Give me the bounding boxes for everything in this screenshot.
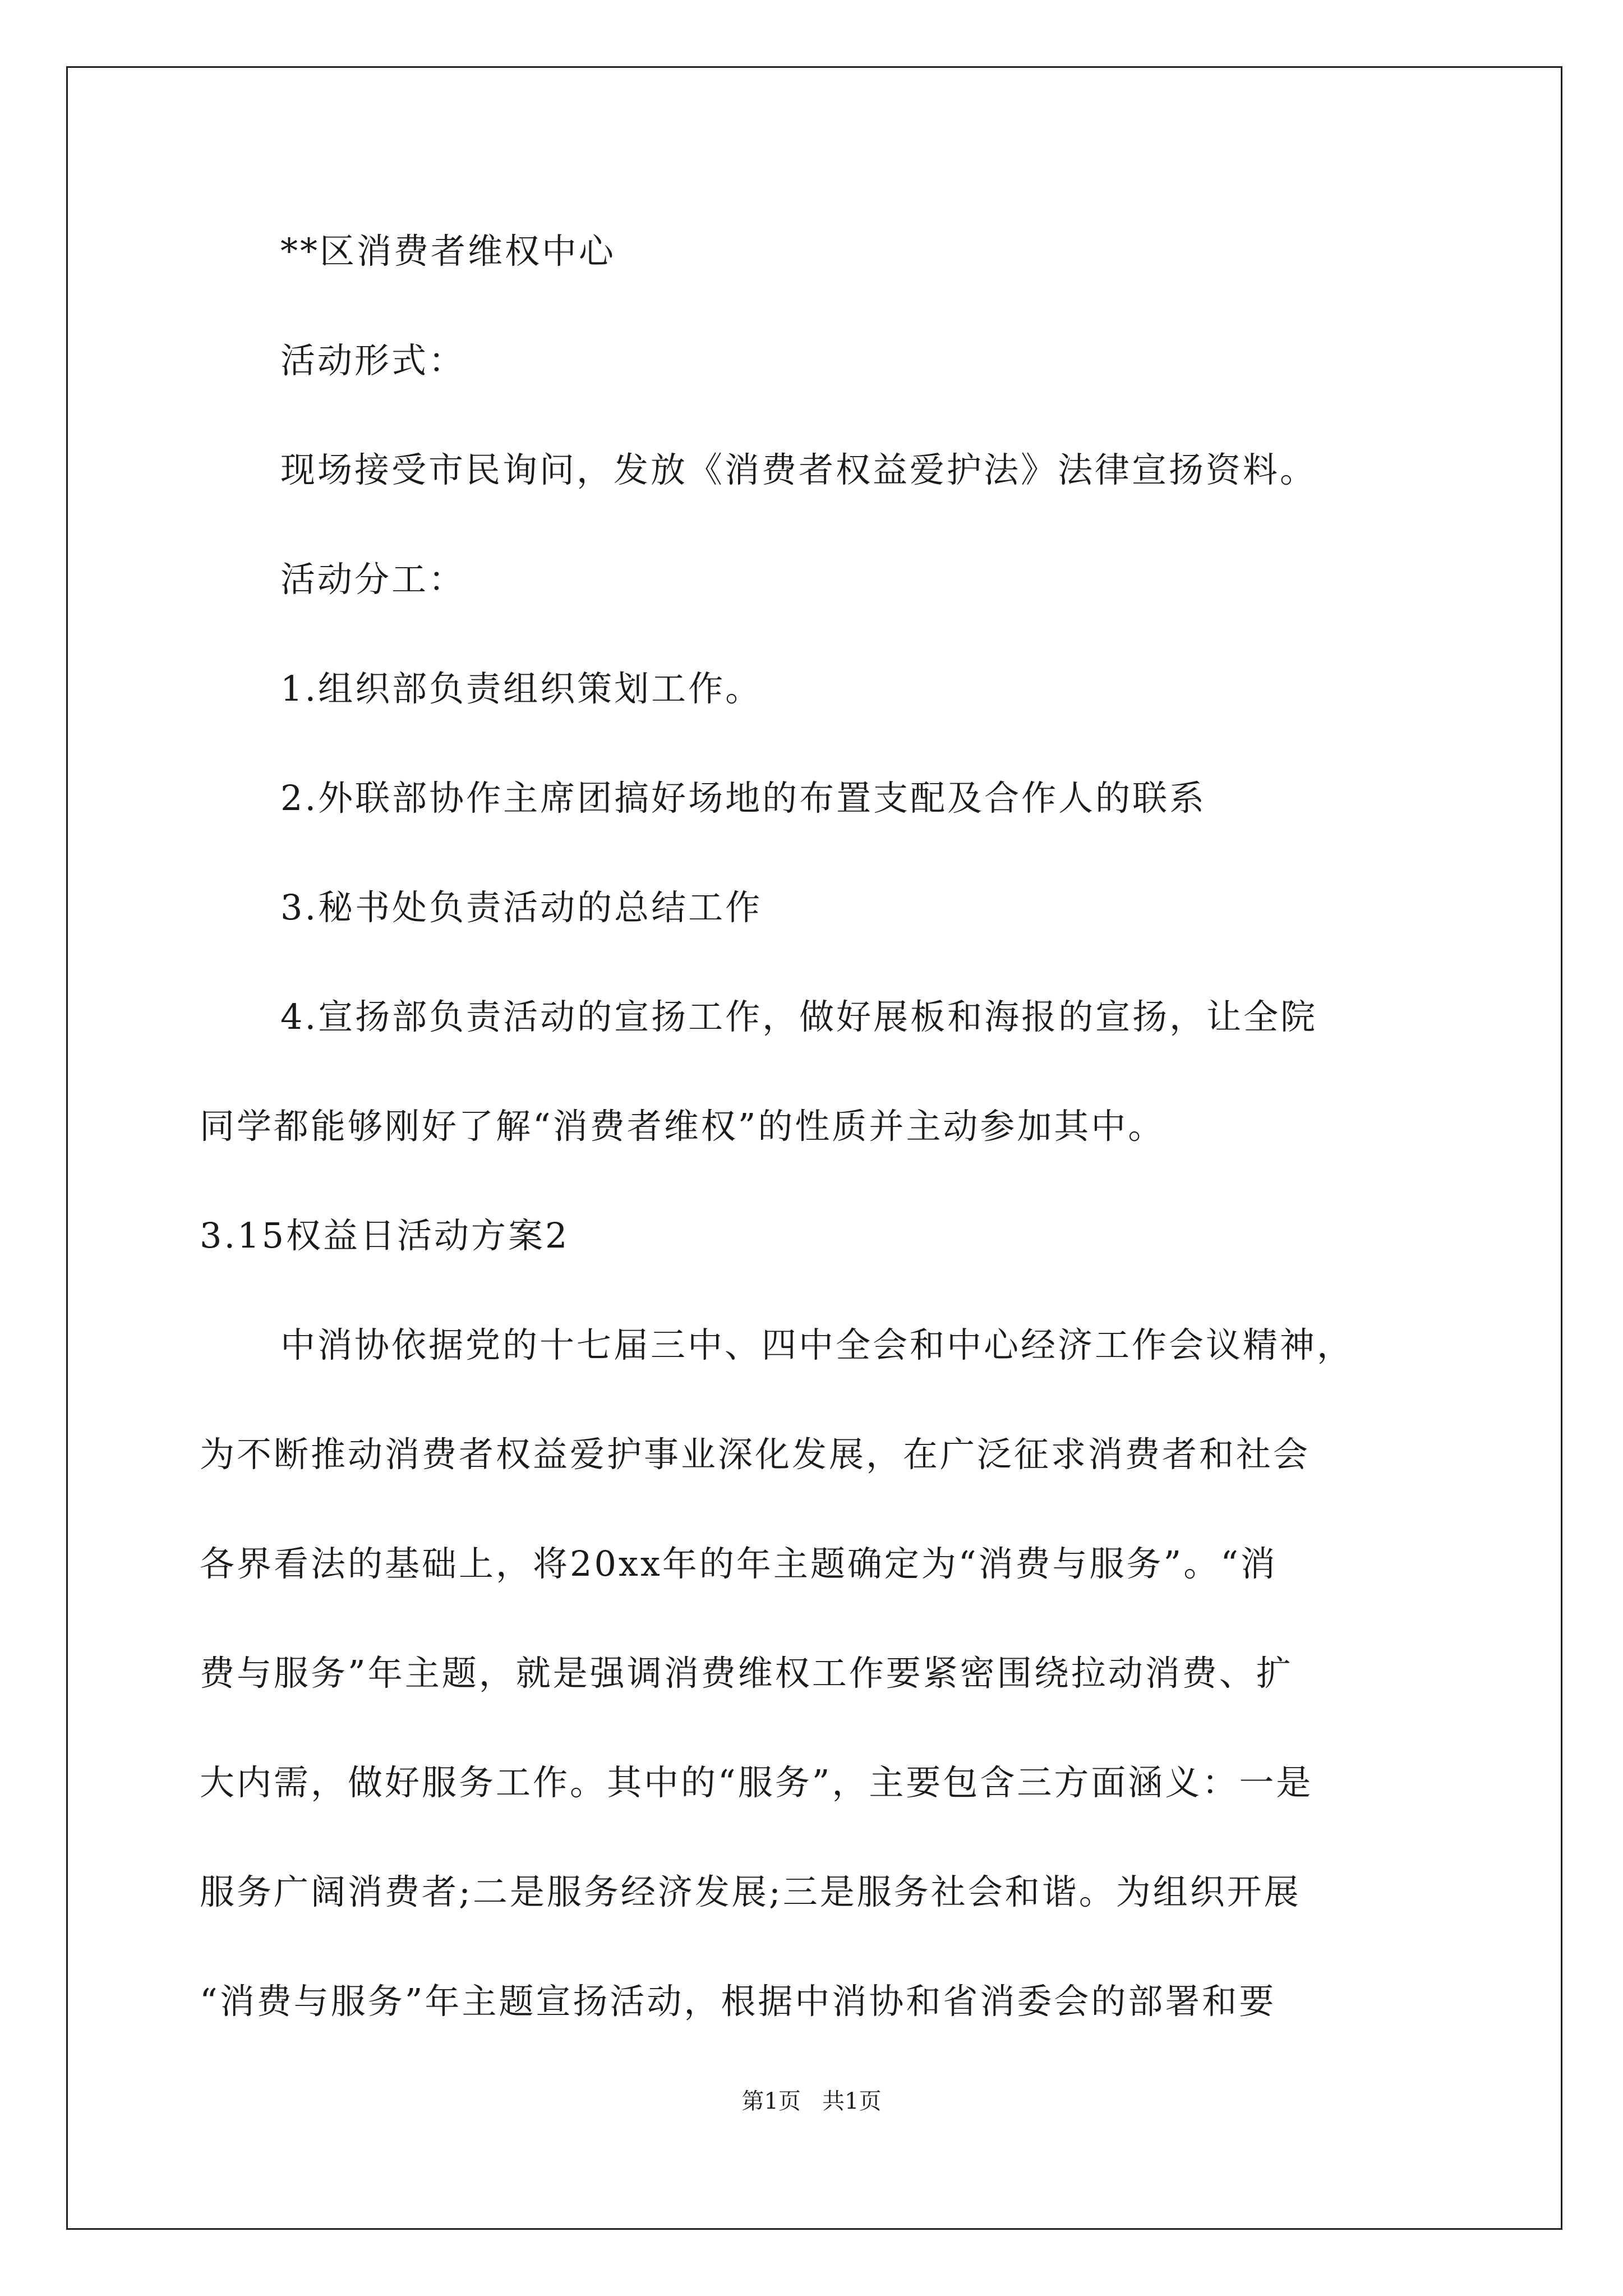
division-item-4-line-2: 同学都能够刚好了解“消费者维权”的性质并主动参加其中。 bbox=[200, 1106, 1165, 1147]
activity-form-text: 现场接受市民询问，发放《消费者权益爱护法》法律宣扬资料。 bbox=[280, 449, 1317, 490]
paragraph-line-2: 为不断推动消费者权益爱护事业深化发展，在广泛征求消费者和社会 bbox=[200, 1434, 1311, 1475]
section-title: 3.15权益日活动方案2 bbox=[200, 1215, 570, 1256]
paragraph-line-5: 大内需，做好服务工作。其中的“服务”，主要包含三方面涵义：一是 bbox=[200, 1762, 1313, 1803]
division-item-2: 2.外联部协作主席团搞好场地的布置支配及合作人的联系 bbox=[280, 777, 1207, 818]
paragraph-line-6: 服务广阔消费者;二是服务经济发展;三是服务社会和谐。为组织开展 bbox=[200, 1871, 1301, 1912]
paragraph-line-3: 各界看法的基础上，将20xx年的年主题确定为“消费与服务”。“消 bbox=[200, 1543, 1278, 1584]
paragraph-line-4: 费与服务”年主题，就是强调消费维权工作要紧密围绕拉动消费、扩 bbox=[200, 1653, 1293, 1694]
division-item-4-line-1: 4.宣扬部负责活动的宣扬工作，做好展板和海报的宣扬，让全院 bbox=[280, 996, 1318, 1037]
page-number-footer: 第1页 共1页 bbox=[741, 2088, 882, 2114]
division-heading: 活动分工： bbox=[280, 559, 466, 600]
paragraph-line-1: 中消协依据党的十七届三中、四中全会和中心经济工作会议精神， bbox=[280, 1324, 1354, 1365]
org-name-line: **区消费者维权中心 bbox=[280, 231, 616, 272]
paragraph-line-7: “消费与服务”年主题宣扬活动，根据中消协和省消委会的部署和要 bbox=[200, 1981, 1276, 2022]
division-item-1: 1.组织部负责组织策划工作。 bbox=[280, 668, 763, 709]
activity-form-heading: 活动形式： bbox=[280, 340, 466, 381]
division-item-3: 3.秘书处负责活动的总结工作 bbox=[280, 887, 763, 928]
